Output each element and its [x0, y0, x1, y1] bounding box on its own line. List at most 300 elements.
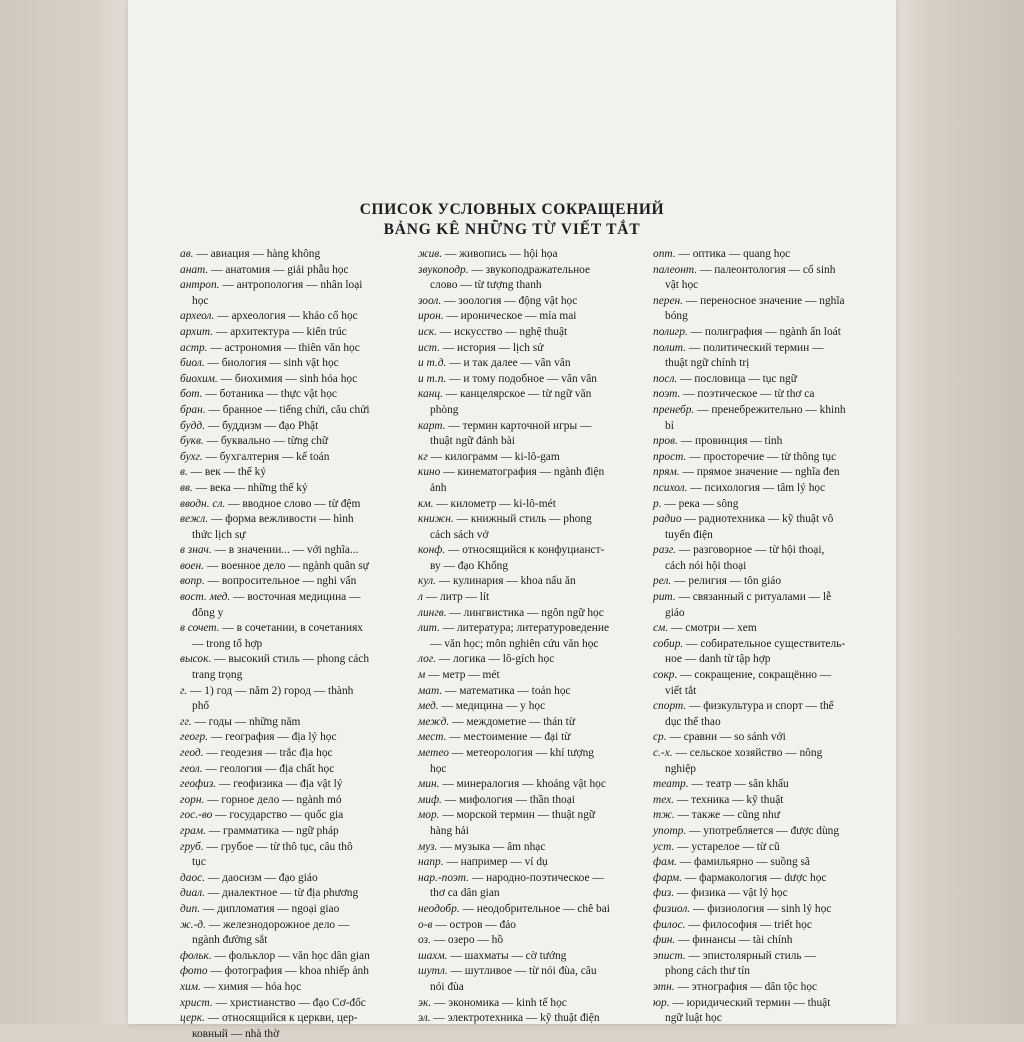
abbreviation-entry — [180, 871, 405, 887]
entry-definition: — морской термин — thuật ngữ — [439, 809, 596, 822]
entry-abbreviation: фам. — [653, 856, 677, 869]
entry-definition: — палеонтология — cổ sinh — [697, 263, 836, 276]
entry-definition: — вопросительное — nghi vấn — [204, 575, 357, 588]
entry-abbreviation: фото — [180, 965, 208, 978]
entry-line — [180, 808, 405, 824]
entry-abbreviation: м — [418, 669, 426, 682]
entry-line — [418, 497, 646, 513]
entry-definition: — ироническое — mỉa mai — [443, 310, 577, 323]
entry-abbreviation: тж. — [653, 809, 675, 822]
entry-continuation: bỉ — [665, 419, 674, 432]
abbreviation-entry — [418, 855, 646, 871]
entry-line — [653, 621, 875, 637]
entry-definition: — астрономия — thiên văn học — [207, 341, 360, 354]
abbreviation-entry — [653, 403, 875, 434]
abbreviation-entry — [418, 419, 646, 450]
abbreviation-entry — [180, 1011, 405, 1042]
entry-line — [653, 372, 875, 388]
abbreviation-entry — [418, 574, 646, 590]
entry-line — [653, 824, 875, 840]
abbreviation-entry — [653, 980, 875, 996]
entry-abbreviation: даос. — [180, 871, 206, 884]
abbreviation-entry — [418, 730, 646, 746]
entry-abbreviation: пров. — [653, 435, 678, 448]
entry-abbreviation: радио — [653, 513, 682, 526]
abbreviation-entry — [180, 652, 405, 683]
abbreviation-column-3 — [653, 247, 875, 1027]
entry-line — [180, 465, 405, 481]
entry-definition: — годы — những năm — [191, 715, 301, 728]
entry-line — [653, 263, 875, 279]
entry-line — [180, 309, 405, 325]
entry-continuation: thuật ngữ chính trị — [665, 357, 750, 370]
entry-definition: — относящийся к церкви, цер- — [204, 1012, 358, 1025]
entry-continuation: ву — đạo Khổng — [430, 559, 509, 572]
entry-line — [418, 450, 646, 466]
entry-line — [180, 730, 405, 746]
entry-abbreviation: карт. — [418, 419, 446, 432]
entry-line — [653, 512, 875, 528]
entry-definition: — железнодорожное дело — — [205, 918, 350, 931]
entry-definition: — кулинария — khoa nấu ăn — [435, 575, 576, 588]
abbreviation-entry — [418, 356, 646, 372]
entry-line — [653, 730, 875, 746]
entry-definition: — остров — đảo — [432, 918, 516, 931]
abbreviation-entry — [180, 964, 405, 980]
entry-definition: — диалектное — từ địa phương — [204, 887, 359, 900]
abbreviation-entry — [418, 512, 646, 543]
abbreviation-entry — [180, 247, 405, 263]
entry-abbreviation: опт. — [653, 248, 676, 260]
abbreviation-entry — [418, 699, 646, 715]
entry-definition: — употребляется — được dùng — [686, 824, 840, 837]
entry-definition: — в значении... — với nghĩa... — [211, 544, 359, 557]
entry-line — [180, 574, 405, 590]
entry-definition: — переносное значение — nghĩa — [683, 294, 845, 307]
entry-abbreviation: поэт. — [653, 388, 681, 401]
abbreviation-entry — [653, 746, 875, 777]
abbreviation-entry — [418, 777, 646, 793]
entry-line — [418, 793, 646, 809]
entry-line — [653, 777, 875, 793]
entry-line — [180, 840, 405, 856]
entry-line — [418, 341, 646, 357]
entry-line — [418, 918, 646, 934]
entry-abbreviation: ж.-д. — [180, 918, 206, 931]
entry-abbreviation: геогр. — [180, 731, 209, 744]
abbreviation-entry — [180, 980, 405, 996]
abbreviation-entry — [180, 403, 405, 419]
entry-abbreviation: неодобр. — [418, 902, 460, 915]
entry-continuation: bóng — [665, 310, 688, 323]
entry-abbreviation: прост. — [653, 450, 687, 463]
entry-line — [180, 403, 405, 419]
entry-line — [180, 356, 405, 372]
entry-definition: — психология — tâm lý học — [687, 481, 826, 494]
entry-definition: — фамильярно — suồng sã — [676, 856, 810, 869]
entry-continuation: tục — [192, 856, 206, 869]
abbreviation-entry — [653, 543, 875, 574]
entry-definition: — метеорология — khí tượng — [449, 747, 594, 759]
abbreviation-entry — [418, 387, 646, 418]
entry-abbreviation: конф. — [418, 544, 446, 557]
entry-definition: — мифология — thần thoại — [441, 793, 575, 806]
entry-abbreviation: грам. — [180, 824, 206, 837]
entry-line — [653, 637, 875, 653]
entry-line — [653, 902, 875, 918]
entry-definition: — века — những thế kỷ — [192, 481, 308, 494]
entry-continuation: thức lịch sự — [192, 528, 246, 541]
entry-abbreviation: археол. — [180, 310, 215, 323]
entry-abbreviation: лог. — [418, 653, 436, 666]
background-right — [894, 0, 1024, 1024]
entry-line — [418, 512, 646, 528]
entry-continuation: tuyến điện — [665, 528, 713, 541]
entry-line — [418, 746, 646, 762]
entry-line — [653, 699, 875, 715]
entry-continuation: trang trọng — [192, 669, 243, 682]
entry-definition: — философия — triết học — [685, 918, 812, 931]
entry-line — [418, 621, 646, 637]
entry-line — [653, 325, 875, 341]
abbreviation-entry — [653, 808, 875, 824]
abbreviation-entry — [418, 996, 646, 1012]
entry-definition: — этнография — dân tộc học — [674, 980, 818, 993]
title-russian: СПИСОК УСЛОВНЫХ СОКРАЩЕНИЙ — [359, 201, 665, 218]
entry-definition: — архитектура — kiến trúc — [213, 325, 347, 338]
abbreviation-entry — [418, 808, 646, 839]
entry-definition: — медицина — y học — [438, 700, 546, 713]
abbreviation-entry — [180, 777, 405, 793]
entry-abbreviation: км. — [418, 497, 434, 510]
entry-definition: — физиология — sinh lý học — [690, 902, 832, 915]
entry-line — [653, 341, 875, 357]
entry-line — [180, 793, 405, 809]
entry-definition: — грубое — từ thô tục, câu thô — [203, 840, 353, 853]
entry-line — [180, 559, 405, 575]
entry-definition: — 1) год — năm 2) город — thành — [187, 684, 354, 697]
entry-abbreviation: о-в — [418, 918, 433, 931]
entry-definition: — звукоподражательное — [468, 263, 591, 276]
entry-line — [180, 590, 405, 606]
entry-definition: — оптика — quang học — [675, 248, 791, 260]
entry-abbreviation: эпист. — [653, 949, 686, 962]
entry-line — [418, 840, 646, 856]
entry-definition: — техника — kỹ thuật — [674, 793, 784, 806]
abbreviation-entry — [180, 512, 405, 543]
entry-abbreviation: собир. — [653, 637, 684, 650]
entry-abbreviation: употр. — [653, 824, 687, 837]
entry-definition: — река — sông — [661, 497, 739, 510]
entry-abbreviation: хим. — [180, 980, 201, 993]
entry-line — [180, 387, 405, 403]
entry-abbreviation: оз. — [418, 934, 431, 947]
abbreviation-entry — [418, 652, 646, 668]
entry-line — [418, 309, 646, 325]
entry-definition: — междометие — thán từ — [449, 715, 576, 728]
entry-continuation: ngành đường sắt — [192, 934, 268, 947]
entry-definition: — физкультура и спорт — thể — [686, 700, 834, 713]
entry-line — [180, 247, 405, 263]
entry-line — [653, 481, 875, 497]
abbreviation-entry — [180, 808, 405, 824]
entry-abbreviation: разг. — [653, 544, 676, 557]
entry-definition: — пословица — tục ngữ — [677, 372, 797, 385]
entry-definition: — кинематография — ngành điện — [440, 466, 605, 479]
abbreviation-entry — [180, 278, 405, 309]
abbreviation-entry — [180, 949, 405, 965]
abbreviation-entry — [180, 434, 405, 450]
entry-abbreviation: бран. — [180, 403, 206, 416]
abbreviation-entry — [418, 621, 646, 652]
abbreviation-entry — [653, 621, 875, 637]
abbreviation-entry — [653, 902, 875, 918]
abbreviation-entry — [653, 824, 875, 840]
entry-abbreviation: и т.д. — [418, 357, 447, 370]
entry-definition: — биология — sinh vật học — [204, 357, 339, 370]
entry-abbreviation: жив. — [418, 248, 443, 260]
entry-abbreviation: прям. — [653, 466, 680, 479]
entry-definition: — физика — vật lý học — [674, 887, 788, 900]
abbreviation-entry — [418, 543, 646, 574]
entry-continuation: đông y — [192, 606, 224, 619]
entry-definition: — горное дело — ngành mỏ — [204, 793, 342, 806]
entry-definition: — и тому подобное — vân vân — [446, 372, 597, 385]
entry-definition: — книжный стиль — phong — [453, 513, 592, 526]
entry-line — [180, 325, 405, 341]
entry-definition: — шутливое — từ nói đùa, câu — [447, 965, 597, 978]
entry-abbreviation: кино — [418, 466, 441, 479]
entry-continuation: học — [192, 294, 209, 307]
entry-continuation: viết tắt — [665, 684, 697, 697]
entry-continuation: — trong tổ hợp — [192, 637, 263, 650]
entry-definition: — экономика — kinh tế học — [431, 996, 567, 1009]
entry-abbreviation: спорт. — [653, 700, 687, 713]
entry-line — [418, 996, 646, 1012]
entry-abbreviation: христ. — [180, 996, 213, 1009]
abbreviation-entry — [180, 762, 405, 778]
entry-abbreviation: архит. — [180, 325, 214, 338]
entry-abbreviation: нар.-поэт. — [418, 871, 470, 884]
entry-abbreviation: биол. — [180, 357, 205, 370]
abbreviation-entry — [180, 372, 405, 388]
abbreviation-entry — [418, 684, 646, 700]
entry-abbreviation: филос. — [653, 918, 686, 931]
abbreviation-entry — [653, 918, 875, 934]
entry-line — [180, 777, 405, 793]
entry-abbreviation: дип. — [180, 902, 201, 915]
abbreviation-entry — [180, 886, 405, 902]
abbreviation-entry — [180, 341, 405, 357]
entry-line — [418, 715, 646, 731]
entry-line — [180, 263, 405, 279]
abbreviation-entry — [418, 606, 646, 622]
entry-line — [418, 855, 646, 871]
entry-line — [180, 652, 405, 668]
entry-abbreviation: геофиз. — [180, 778, 217, 791]
entry-line — [180, 278, 405, 294]
entry-abbreviation: в сочет. — [180, 622, 220, 635]
entry-continuation: giáo — [665, 606, 685, 619]
entry-abbreviation: мат. — [418, 684, 443, 697]
abbreviation-entry — [653, 637, 875, 668]
entry-definition: — театр — sân khấu — [688, 778, 789, 791]
abbreviation-entry — [418, 871, 646, 902]
entry-definition: — прямое значение — nghĩa đen — [679, 466, 840, 479]
entry-line — [180, 980, 405, 996]
entry-line — [180, 886, 405, 902]
abbreviation-entry — [418, 450, 646, 466]
entry-definition: — и так далее — vân vân — [446, 357, 571, 370]
entry-definition: — религия — tôn giáo — [671, 575, 782, 588]
entry-definition: — военное дело — ngành quân sự — [204, 559, 369, 572]
abbreviation-entry — [180, 684, 405, 715]
entry-line — [418, 652, 646, 668]
abbreviation-entry — [418, 715, 646, 731]
entry-definition: — государство — quốc gia — [212, 809, 344, 822]
entry-line — [418, 325, 646, 341]
entry-definition: — местоимение — đại từ — [446, 731, 571, 744]
entry-definition: — грамматика — ngữ pháp — [205, 824, 339, 837]
abbreviation-entry — [180, 746, 405, 762]
entry-line — [180, 481, 405, 497]
entry-abbreviation: церк. — [180, 1012, 205, 1025]
entry-line — [653, 574, 875, 590]
entry-definition: — география — địa lý học — [208, 731, 337, 744]
entry-abbreviation: р. — [653, 497, 662, 510]
entry-definition: — полиграфия — ngành ấn loát — [687, 325, 841, 338]
entry-definition: — сравни — so sánh với — [666, 731, 786, 744]
entry-definition: — литр — lít — [422, 591, 490, 604]
entry-definition: — термин карточной игры — — [445, 419, 592, 432]
entry-definition: — радиотехника — kỹ thuật vô — [681, 513, 834, 526]
entry-continuation: vật học — [665, 279, 699, 292]
entry-abbreviation: эк. — [418, 996, 432, 1009]
abbreviation-entry — [653, 886, 875, 902]
abbreviation-entry — [180, 590, 405, 621]
entry-definition: — относящийся к конфуцианст- — [445, 544, 605, 557]
entry-line — [418, 247, 646, 263]
entry-definition: — фармакология — dược học — [682, 871, 827, 884]
entry-abbreviation: театр. — [653, 778, 689, 791]
entry-abbreviation: бот. — [180, 388, 203, 401]
entry-abbreviation: гос.-во — [180, 809, 213, 822]
entry-definition: — пренебрежительно — khinh — [694, 403, 846, 416]
entry-definition: — история — lịch sử — [439, 341, 544, 354]
entry-abbreviation: и т.п. — [418, 372, 447, 385]
entry-definition: — шахматы — cờ tướng — [447, 949, 567, 962]
entry-line — [653, 668, 875, 684]
entry-definition: — искусство — nghệ thuật — [436, 325, 568, 338]
entry-definition: — смотри — xem — [668, 622, 757, 635]
entry-line — [418, 590, 646, 606]
abbreviation-entry — [653, 450, 875, 466]
entry-continuation: cách nói hội thoại — [665, 559, 747, 572]
entry-continuation: ное — danh từ tập hợp — [665, 653, 771, 666]
entry-definition: — сельское хозяйство — nông — [672, 747, 823, 759]
entry-line — [418, 964, 646, 980]
entry-line — [180, 497, 405, 513]
entry-definition: — озеро — hồ — [430, 934, 504, 947]
entry-definition: — вводное слово — từ đệm — [225, 497, 361, 510]
abbreviation-entry — [180, 263, 405, 279]
abbreviation-entry — [653, 730, 875, 746]
entry-definition: — эпистолярный стиль — — [685, 949, 816, 962]
entry-line — [418, 777, 646, 793]
entry-line — [180, 762, 405, 778]
entry-definition: — археология — khảo cổ học — [214, 310, 358, 323]
entry-definition: — даосизм — đạo giáo — [205, 871, 318, 884]
entry-definition: — устарелое — từ cũ — [674, 840, 780, 853]
entry-abbreviation: уст. — [653, 840, 675, 853]
abbreviation-entry — [653, 434, 875, 450]
entry-line — [180, 964, 405, 980]
entry-definition: — форма вежливости — hình — [208, 513, 354, 526]
entry-line — [418, 465, 646, 481]
abbreviation-entry — [653, 247, 875, 263]
entry-continuation: thơ ca dân gian — [430, 887, 500, 900]
entry-line — [418, 387, 646, 403]
entry-continuation: ảnh — [430, 481, 447, 494]
entry-abbreviation: напр. — [418, 856, 444, 869]
entry-abbreviation: фарм. — [653, 871, 683, 884]
abbreviation-entry — [180, 325, 405, 341]
entry-abbreviation: полит. — [653, 341, 686, 354]
abbreviation-entry — [418, 793, 646, 809]
entry-abbreviation: лит. — [418, 622, 440, 635]
entry-definition: — провинция — tỉnh — [677, 435, 783, 448]
entry-abbreviation: шахм. — [418, 949, 448, 962]
entry-definition: — фольклор — văn học dân gian — [211, 949, 370, 962]
abbreviation-entry — [418, 902, 646, 918]
entry-abbreviation: вежл. — [180, 513, 209, 526]
entry-line — [418, 730, 646, 746]
entry-abbreviation: полигр. — [653, 325, 688, 338]
entry-abbreviation: психол. — [653, 481, 688, 494]
abbreviation-entry — [653, 699, 875, 730]
abbreviation-entry — [418, 668, 646, 684]
entry-abbreviation: с.-х. — [653, 747, 673, 759]
entry-definition: — восточная медицина — — [230, 591, 361, 604]
abbreviation-entry — [180, 574, 405, 590]
entry-line — [418, 902, 646, 918]
entry-definition: — килограмм — ki-lô-gam — [427, 450, 560, 463]
page-header — [128, 200, 896, 240]
entry-abbreviation: лингв. — [418, 606, 447, 619]
abbreviation-entry — [180, 840, 405, 871]
entry-abbreviation: звукоподр. — [418, 263, 469, 276]
entry-line — [418, 574, 646, 590]
entry-abbreviation: иск. — [418, 325, 437, 338]
entry-abbreviation: фольк. — [180, 949, 212, 962]
entry-definition: — просторечие — từ thông tục — [686, 450, 837, 463]
entry-line — [653, 450, 875, 466]
entry-continuation: thuật ngữ đánh bài — [430, 435, 515, 448]
entry-line — [418, 606, 646, 622]
entry-line — [418, 419, 646, 435]
entry-continuation: — văn học; môn nghiên cứu văn học — [430, 637, 599, 650]
entry-abbreviation: метео — [418, 747, 450, 759]
entry-abbreviation: анат. — [180, 263, 209, 276]
background-left — [0, 0, 130, 1024]
entry-line — [180, 684, 405, 700]
entry-abbreviation: ирон. — [418, 310, 444, 323]
entry-line — [180, 450, 405, 466]
entry-abbreviation: в знач. — [180, 544, 212, 557]
entry-abbreviation: книжн. — [418, 513, 454, 526]
entry-continuation: dục thể thao — [665, 715, 721, 728]
entry-line — [653, 497, 875, 513]
